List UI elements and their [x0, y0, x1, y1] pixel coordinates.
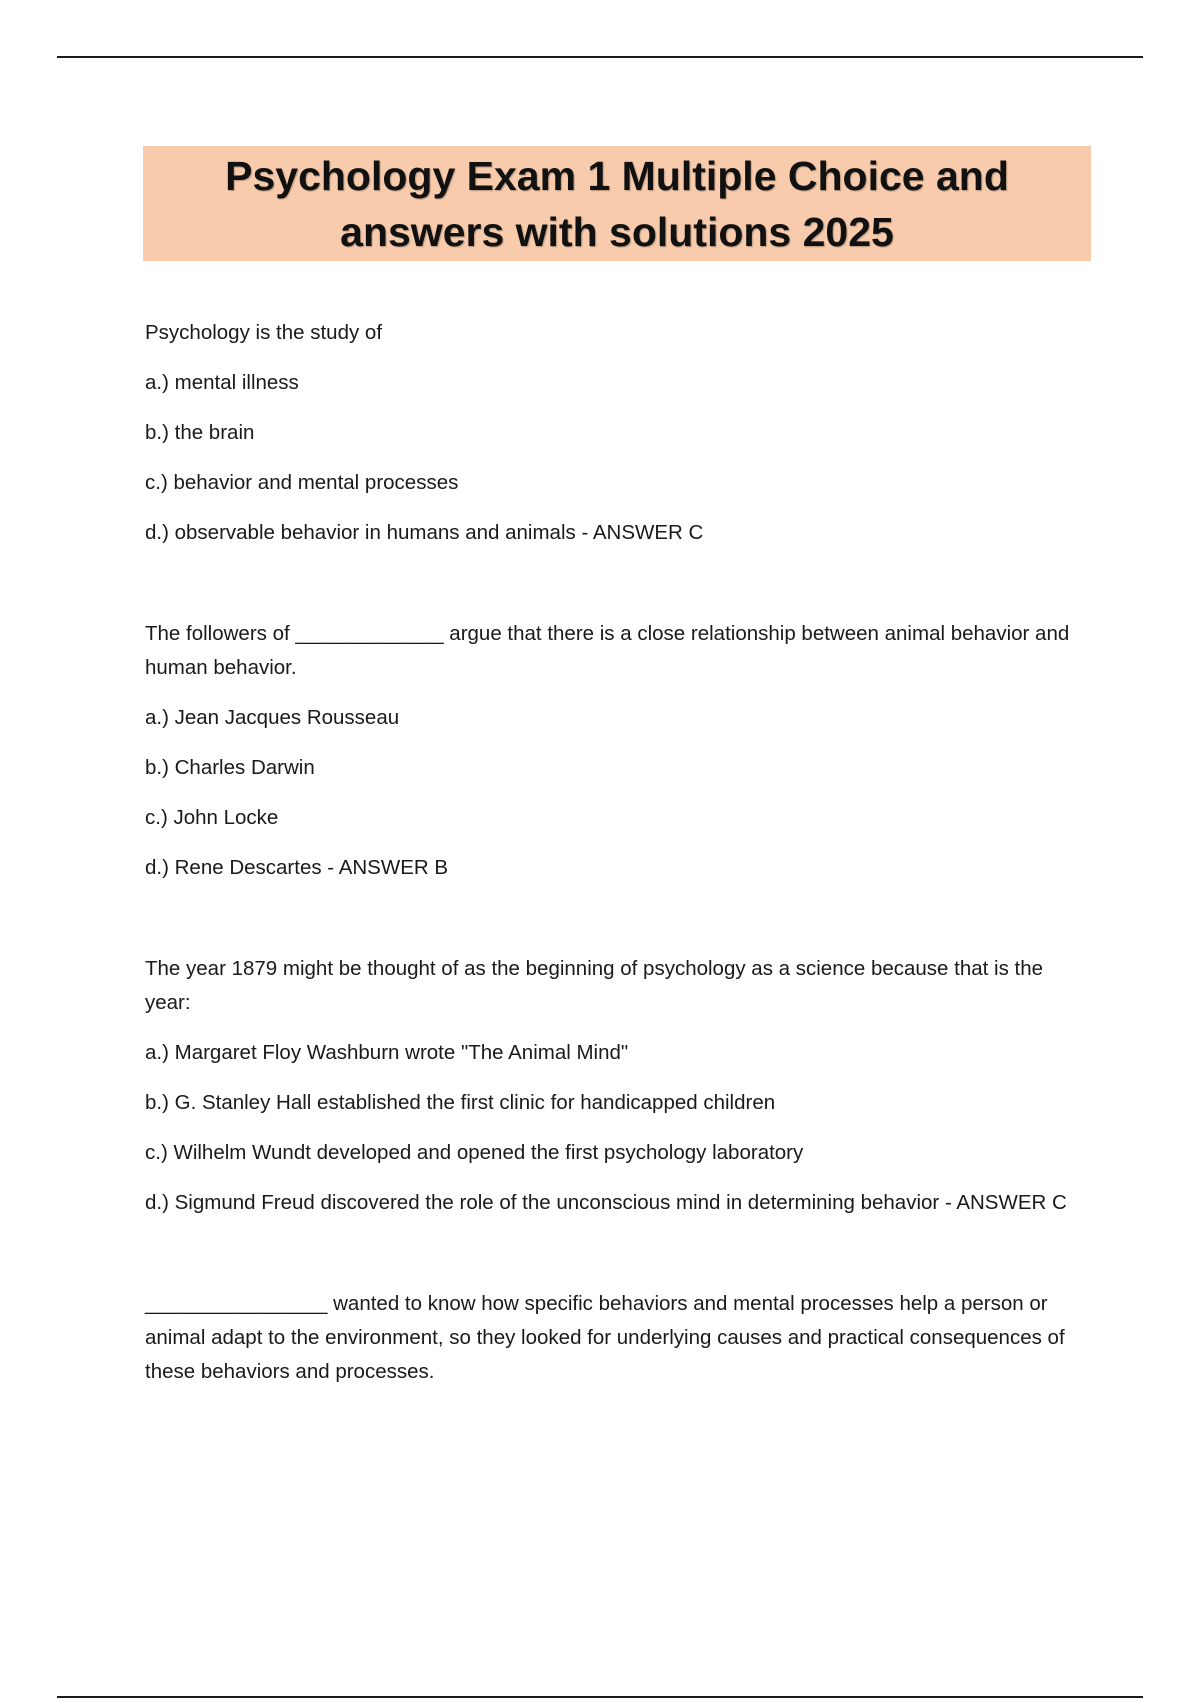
option-b: b.) G. Stanley Hall established the first clinic for handicapped children [145, 1091, 776, 1114]
title-banner [143, 146, 1091, 261]
question-text: The followers of _____________ argue that there is a close relationship between animal behavior and human behavior. [145, 622, 1070, 679]
question-text: ________________ wanted to know how specific behaviors and mental processes help a person or animal adapt to the environment, so they looked for underlying causes and practical consequences of these behaviors and processes. [145, 1292, 1065, 1383]
option-a: a.) Jean Jacques Rousseau [145, 706, 400, 729]
question-text: The year 1879 might be thought of as the beginning of psychology as a science because that is the year: [145, 957, 1044, 1014]
question-list [145, 316, 1075, 1456]
option-d: d.) observable behavior in humans and animals - ANSWER C [145, 521, 704, 544]
option-d: d.) Sigmund Freud discovered the role of the unconscious mind in determining behavior - ANSWER C [145, 1191, 1067, 1214]
option-c: c.) behavior and mental processes [145, 471, 459, 494]
question-4 [145, 1287, 1075, 1389]
option-a: a.) Margaret Floy Washburn wrote "The Animal Mind" [145, 1041, 629, 1064]
question-2 [145, 617, 1075, 885]
option-d: d.) Rene Descartes - ANSWER B [145, 856, 449, 879]
option-b: b.) the brain [145, 421, 255, 444]
top-rule [57, 56, 1143, 58]
option-a: a.) mental illness [145, 371, 299, 394]
question-text: Psychology is the study of [145, 321, 383, 344]
question-1 [145, 316, 1075, 550]
option-b: b.) Charles Darwin [145, 756, 315, 779]
document-title: Psychology Exam 1 Multiple Choice and answers with solutions 2025 [225, 152, 1009, 255]
bottom-rule [57, 1696, 1143, 1698]
question-3 [145, 952, 1075, 1220]
option-c: c.) Wilhelm Wundt developed and opened the first psychology laboratory [145, 1141, 804, 1164]
option-c: c.) John Locke [145, 806, 279, 829]
